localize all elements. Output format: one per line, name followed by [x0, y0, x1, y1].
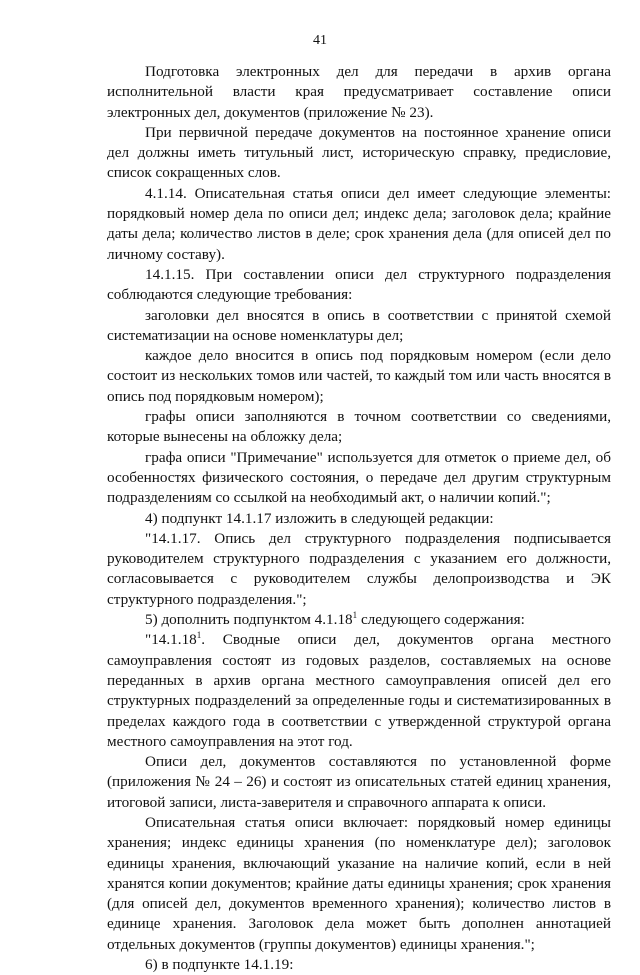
paragraph-4-1-14: 4.1.14. Описательная статья описи дел имеет следующие элементы: порядковый номер дела по описи дел; индекс дела; заголовок дела; крайние даты дела; количество листов в деле; срок хранения дела (для описей дел по личному составу). [107, 184, 611, 263]
paragraph-first-transfer: При первичной передаче документов на постоянное хранение описи дел должны иметь титульный лист, историческую справку, предисловие, список сокращенных слов. [107, 123, 611, 182]
document-body [107, 62, 611, 975]
page-number: 41 [313, 33, 327, 48]
paragraph-item-4: 4) подпункт 14.1.17 изложить в следующей редакции: [145, 509, 494, 527]
text-run: 5) дополнить подпунктом 4.1.18 [145, 611, 353, 629]
requirement-note-column: графа описи "Примечание" используется для отметок о приеме дел, об особенностях физического состояния, о передаче дел другим структурным подразделениям со ссылкой на необходимый акт, о наличии копий."; [107, 448, 611, 507]
paragraph-14-1-17: "14.1.17. Опись дел структурного подразделения подписывается руководителем структурного подразделения с указанием его должности, согласовывается с руководителем службы делопроизводства и ЭК структурного подразделения."; [107, 529, 611, 608]
superscript: 1 [196, 630, 202, 641]
text-run: . Сводные описи дел, документов органа местного самоуправления состоят из годовых разделов, составляемых на основе переданных в архив органа местного самоуправления описей дел его структурных подразделений за определенные годы и систематизированных в пределах каждого года в соответствии с утвержденной структурой органа местного самоуправления на этот год. [107, 631, 611, 750]
superscript: 1 [352, 609, 358, 620]
paragraph-item-5 [107, 610, 611, 630]
requirement-columns: графы описи заполняются в точном соответствии со сведениями, которые вынесены на обложку дела; [107, 408, 611, 446]
requirement-titles: заголовки дел вносятся в опись в соответствии с принятой схемой систематизации на основе номенклатуры дел; [107, 306, 611, 344]
paragraph-descriptive-article: Описательная статья описи включает: порядковый номер единицы хранения; индекс единицы хранения (по номенклатуре дел); заголовок единицы хранения, включающий указание на наличие копий, если в ней хранятся копии документов; крайние даты единицы хранения; срок хранения (для описей дел, документов временного хранения); количество листов в единице хранения. Заголовок дела может быть дополнен аннотацией отдельных документов (группы документов) единицы хранения."; [107, 813, 611, 953]
requirement-numbering: каждое дело вносится в опись под порядковым номером (если дело состоит из нескольких томов или частей, то каждый том или часть вносятся в опись под порядковым номером); [107, 347, 611, 405]
text-run: следующего содержания: [357, 611, 525, 629]
paragraph-14-1-15: 14.1.15. При составлении описи дел структурного подразделения соблюдаются следующие требования: [107, 265, 611, 304]
paragraph-inventory-forms: Описи дел, документов составляются по установленной форме (приложения № 24 – 26) и состоят из описательных статей единиц хранения, итоговой записи, листа-заверителя и справочного аппарата к описи. [107, 753, 611, 811]
paragraph-14-1-18-1 [107, 630, 611, 752]
paragraph-item-6: 6) в подпункте 14.1.19: [145, 956, 294, 974]
text-run: "14.1.18 [145, 631, 197, 649]
paragraph-electronic-files: Подготовка электронных дел для передачи в архив органа исполнительной власти края предусматривает составление описи электронных дел, документов (приложение № 23). [107, 63, 611, 121]
